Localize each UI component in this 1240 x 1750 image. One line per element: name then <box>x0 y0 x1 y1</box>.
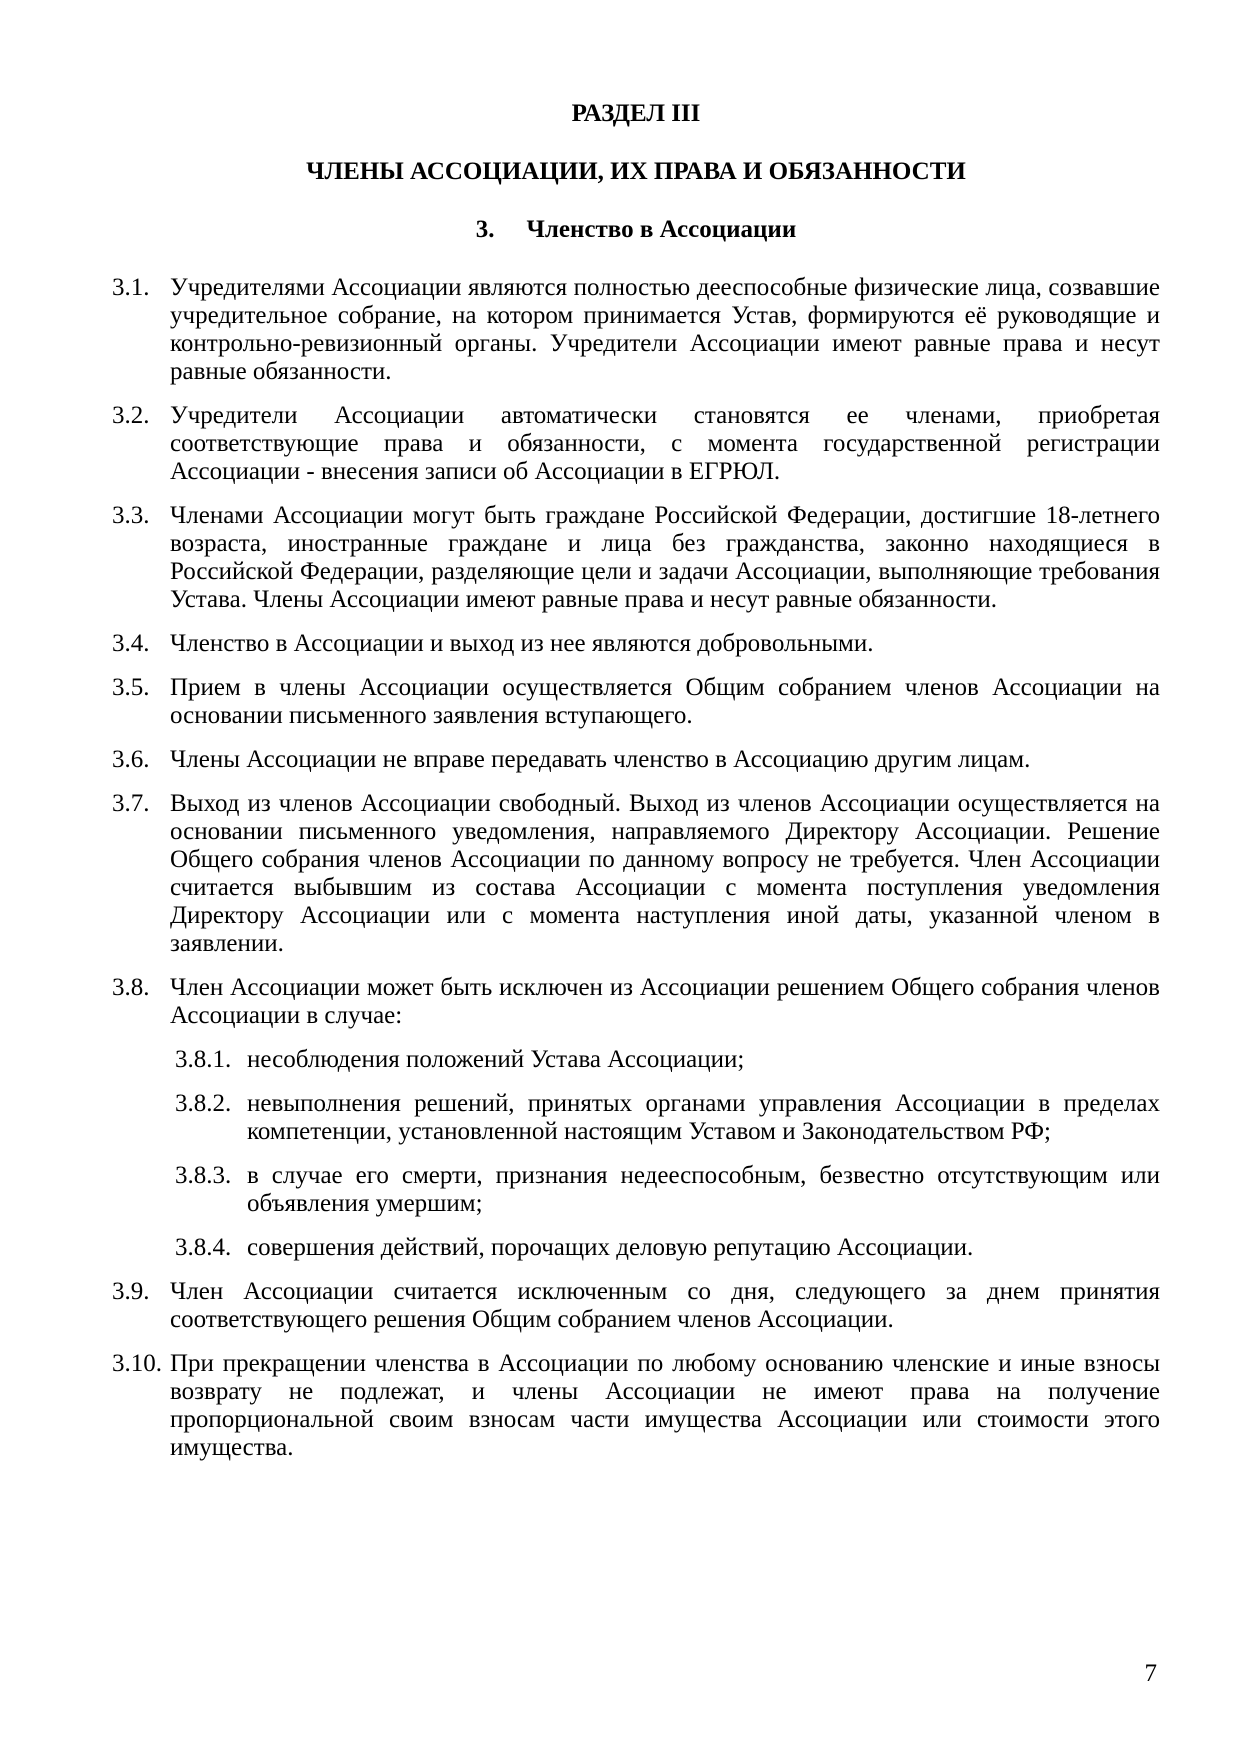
clause-number: 3.8. <box>112 974 150 1001</box>
clause-text: Члены Ассоциации не вправе передавать членство в Ассоциацию другим лицам. <box>170 746 1031 773</box>
clause-number: 3.5. <box>112 674 150 701</box>
section-title: РАЗДЕЛ III <box>571 100 701 127</box>
clause-3-9 <box>112 1278 1160 1334</box>
clause-text: несоблюдения положений Устава Ассоциации; <box>247 1046 745 1073</box>
clause-number: 3.8.4. <box>175 1234 232 1261</box>
clause-number: 3.1. <box>112 274 150 301</box>
clause-text: Членство в Ассоциации и выход из нее являются добровольными. <box>170 630 874 657</box>
clause-number: 3.8.2. <box>175 1090 232 1117</box>
clause-number: 3.7. <box>112 790 150 817</box>
clause-number: 3.9. <box>112 1278 150 1305</box>
clause-3-5 <box>112 674 1160 730</box>
clause-number: 3.8.3. <box>175 1162 232 1189</box>
clause-number: 3.6. <box>112 746 150 773</box>
chapter-title: ЧЛЕНЫ АССОЦИАЦИИ, ИХ ПРАВА И ОБЯЗАННОСТИ <box>306 158 966 185</box>
article-title: Членство в Ассоциации <box>526 216 797 243</box>
clause-number: 3.4. <box>112 630 150 657</box>
clause-3-1 <box>112 274 1160 386</box>
clause-text: Выход из членов Ассоциации свободный. Выход из членов Ассоциации осуществляется на основании письменного уведомления, направляемого Директору Ассоциации. Решение Общего собрания членов Ассоциации по данному вопросу не требуется. Член Ассоциации считается выбывшим из состава Ассоциации с момента поступления уведомления Директору Ассоциации или с момента наступления иной даты, указанной членом в заявлении. <box>170 790 1160 957</box>
clause-text: в случае его смерти, признания недееспособным, безвестно отсутствующим или объявления умершим; <box>247 1162 1160 1217</box>
clause-3-8 <box>112 974 1160 1030</box>
clause-text: Член Ассоциации может быть исключен из Ассоциации решением Общего собрания членов Ассоциации в случае: <box>170 974 1160 1029</box>
clause-3-7 <box>112 790 1160 958</box>
clause-number: 3.3. <box>112 502 150 529</box>
clause-3-8-3 <box>175 1162 1160 1218</box>
clause-text: Член Ассоциации считается исключенным со дня, следующего за днем принятия соответствующего решения Общим собранием членов Ассоциации. <box>170 1278 1160 1333</box>
clause-text: При прекращении членства в Ассоциации по любому основанию членские и иные взносы возврату не подлежат, и члены Ассоциации не имеют права на получение пропорциональной своим взносам части имущества Ассоциации или стоимости этого имущества. <box>170 1350 1160 1461</box>
clause-text: Прием в члены Ассоциации осуществляется Общим собранием членов Ассоциации на основании письменного заявления вступающего. <box>170 674 1160 729</box>
clause-text: совершения действий, порочащих деловую репутацию Ассоциации. <box>247 1234 974 1261</box>
clause-text: невыполнения решений, принятых органами управления Ассоциации в пределах компетенции, установленной настоящим Уставом и Законодательством РФ; <box>247 1090 1160 1145</box>
clause-text: Учредители Ассоциации автоматически становятся ее членами, приобретая соответствующие права и обязанности, с момента государственной регистрации Ассоциации - внесения записи об Ассоциации в ЕГРЮЛ. <box>170 402 1160 485</box>
clause-3-3 <box>112 502 1160 614</box>
clause-number: 3.2. <box>112 402 150 429</box>
clause-number: 3.8.1. <box>175 1046 232 1073</box>
article-number: 3. <box>475 216 495 243</box>
clause-3-8-1 <box>175 1046 1160 1074</box>
clause-3-2 <box>112 402 1160 486</box>
clause-3-10 <box>112 1350 1160 1462</box>
clause-number: 3.10. <box>112 1350 162 1377</box>
page-number: 7 <box>1144 1660 1157 1687</box>
article-heading <box>112 216 1160 244</box>
clause-3-6 <box>112 746 1160 774</box>
clause-text: Членами Ассоциации могут быть граждане Российской Федерации, достигшие 18-летнего возраста, иностранные граждане и лица без гражданства, законно находящиеся в Российской Федерации, разделяющие цели и задачи Ассоциации, выполняющие требования Устава. Члены Ассоциации имеют равные права и несут равные обязанности. <box>170 502 1160 613</box>
clause-text: Учредителями Ассоциации являются полностью дееспособные физические лица, созвавшие учредительное собрание, на котором принимается Устав, формируются её руководящие и контрольно-ревизионный органы. Учредители Ассоциации имеют равные права и несут равные обязанности. <box>170 274 1160 385</box>
clause-3-8-4 <box>175 1234 1160 1262</box>
clause-3-8-2 <box>175 1090 1160 1146</box>
clause-3-4 <box>112 630 1160 658</box>
